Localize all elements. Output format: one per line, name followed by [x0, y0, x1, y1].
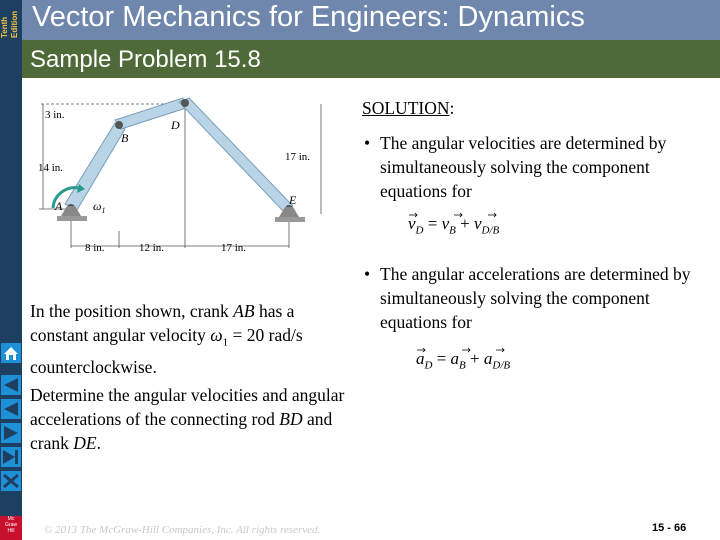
previous-slide-icon: [0, 398, 22, 420]
dim-12in: 12 in.: [139, 242, 165, 254]
edition-line1: Tenth: [0, 16, 9, 38]
next-slide-button[interactable]: [0, 422, 22, 444]
end-button[interactable]: [0, 470, 22, 492]
end-icon: [0, 470, 22, 492]
page-title: Vector Mechanics for Engineers: Dynamics: [32, 1, 585, 33]
edition-line2: Edition: [10, 10, 19, 38]
point-A-label: A: [55, 199, 63, 213]
page-number: 15 - 66: [652, 522, 687, 534]
last-slide-icon: [0, 446, 22, 468]
point-B-label: B: [121, 131, 129, 145]
velocity-equation: $v_D = v_B + v_{D/B}$: [408, 214, 500, 237]
omega-label: ω: [93, 199, 102, 213]
page-subtitle: Sample Problem 15.8: [30, 46, 261, 73]
acceleration-equation: $a_D = a_B + a_{D/B}$: [416, 349, 511, 372]
bullet-1: •: [364, 133, 371, 153]
subtitle-bar: [22, 40, 720, 78]
first-slide-icon: [0, 374, 22, 396]
edition-label: [0, 0, 22, 40]
last-slide-button[interactable]: [0, 446, 22, 468]
previous-slide-button[interactable]: [0, 398, 22, 420]
title-bar: [22, 0, 720, 40]
bullet-2: •: [364, 264, 371, 284]
linkage-figure: [35, 96, 337, 258]
acceleration-vector-arrows: [416, 345, 516, 353]
mcgraw-hill-logo: Mc Graw Hill: [0, 516, 22, 540]
copyright-footer: © 2013 The McGraw-Hill Companies, Inc. All rights reserved.: [44, 524, 321, 536]
dim-3in: 3 in.: [45, 109, 65, 121]
dim-17in-vertical: 17 in.: [285, 151, 311, 163]
problem-question: Determine the angular velocities and angular accelerations of the connecting rod BD and crank DE.: [30, 385, 345, 453]
home-button[interactable]: [0, 342, 22, 364]
point-D-label: D: [171, 118, 180, 132]
omega-subscript: 1: [101, 206, 106, 215]
velocity-vector-arrows: [408, 210, 508, 218]
home-icon: [0, 342, 22, 364]
point-E-label: E: [289, 193, 297, 207]
first-slide-button[interactable]: [0, 374, 22, 396]
dim-17in-horizontal: 17 in.: [221, 242, 247, 254]
dim-14in: 14 in.: [38, 162, 64, 174]
solution-acceleration-text: The angular accelerations are determined by simultaneously solving the component equations for: [380, 264, 691, 332]
problem-statement: In the position shown, crank AB has a constant angular velocity $\omega_1 = 20$ rad/s counterclockwise.: [30, 301, 303, 377]
dim-8in: 8 in.: [85, 242, 105, 254]
solution-velocity-text: The angular velocities are determined by simultaneously solving the component equations for: [380, 133, 667, 201]
next-slide-icon: [0, 422, 22, 444]
solution-heading: SOLUTION:: [362, 98, 455, 118]
